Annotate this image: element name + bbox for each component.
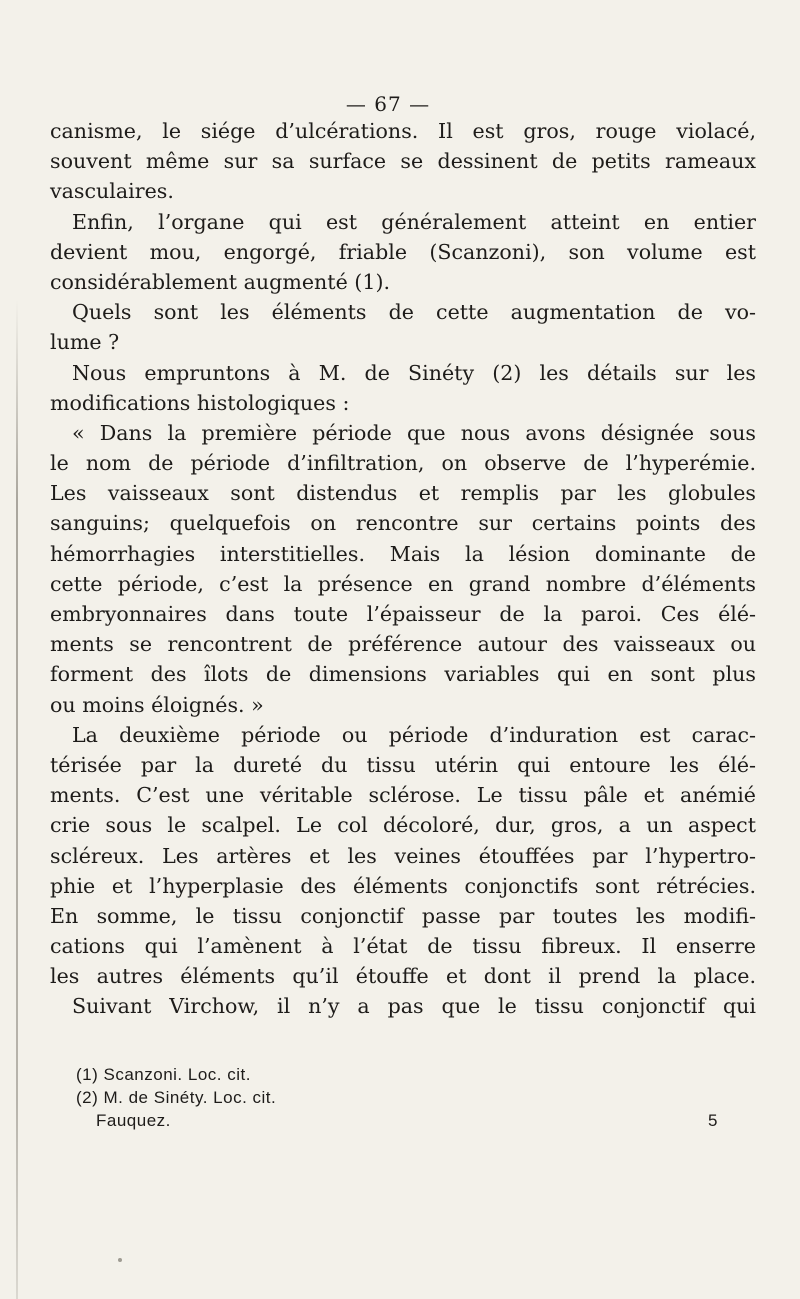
text-line: souvent même sur sa surface se dessinent de petits rameaux (50, 149, 756, 174)
text-line: crie sous le scalpel. Le col décoloré, dur, gros, a un aspect (50, 813, 756, 838)
page-number: — 67 — (345, 92, 431, 116)
footnotes (76, 1063, 718, 1132)
text-line: Nous empruntons à M. de Sinéty (2) les détails sur les (72, 360, 756, 385)
text-line: phie et l’hyperplasie des éléments conjonctifs sont rétrécies. (50, 873, 756, 898)
text-line: canisme, le siége d’ulcérations. Il est gros, rouge violacé, (50, 119, 756, 143)
text-line: hémorrhagies interstitielles. Mais la lésion dominante de (50, 541, 756, 566)
text-line: En somme, le tissu conjonctif passe par toutes les modifi- (50, 903, 756, 928)
ink-speck (118, 1258, 122, 1262)
signature-row (76, 1109, 718, 1132)
body-text (50, 116, 756, 1022)
text-line: forment des îlots de dimensions variables qui en sont plus (50, 662, 756, 687)
text-line: ou moins éloignés. » (50, 692, 264, 717)
text-line: térisée par la dureté du tissu utérin qui entoure les élé- (50, 752, 756, 777)
text-line: embryonnaires dans toute l’épaisseur de la paroi. Ces élé- (50, 602, 756, 626)
text-line: cette période, c’est la présence en grand nombre d’éléments (50, 571, 756, 596)
text-line: Les vaisseaux sont distendus et remplis par les globules (50, 481, 756, 506)
text-line: Quels sont les éléments de cette augmentation de vo- (72, 300, 756, 325)
text-line: scléreux. Les artères et les veines étouffées par l’hypertro- (50, 843, 756, 868)
text-line: devient mou, engorgé, friable (Scanzoni), son volume est (50, 239, 756, 264)
signature-mark: 5 (708, 1111, 718, 1130)
text-line: considérablement augmenté (1). (50, 269, 391, 294)
text-line: « Dans la première période que nous avons désignée sous (72, 420, 756, 445)
text-line: Suivant Virchow, il n’y a pas que le tissu conjonctif qui (72, 994, 756, 1019)
text-line: modifications histologiques : (50, 390, 350, 415)
page-edge-shadow (16, 300, 18, 1299)
text-line: Enfin, l’organe qui est généralement atteint en entier (72, 209, 756, 234)
text-line: sanguins; quelquefois on rencontre sur certains points des (50, 511, 756, 536)
text-line: ments. C’est une véritable sclérose. Le tissu pâle et anémié (50, 783, 756, 808)
text-line: cations qui l’amènent à l’état de tissu fibreux. Il enserre (50, 934, 756, 959)
text-line: La deuxième période ou période d’induration est carac- (72, 722, 756, 747)
text-line: lume ? (50, 330, 120, 355)
footnote: (1) Scanzoni. Loc. cit. (76, 1065, 251, 1084)
text-line: vasculaires. (50, 179, 174, 204)
footnote: (2) M. de Sinéty. Loc. cit. (76, 1088, 277, 1107)
text-line: le nom de période d’infiltration, on observe de l’hyperémie. (50, 451, 756, 476)
text-line: ments se rencontrent de préférence autour des vaisseaux ou (50, 632, 756, 657)
text-line: les autres éléments qu’il étouffe et dont il prend la place. (50, 964, 756, 989)
signature: Fauquez. (96, 1111, 171, 1130)
